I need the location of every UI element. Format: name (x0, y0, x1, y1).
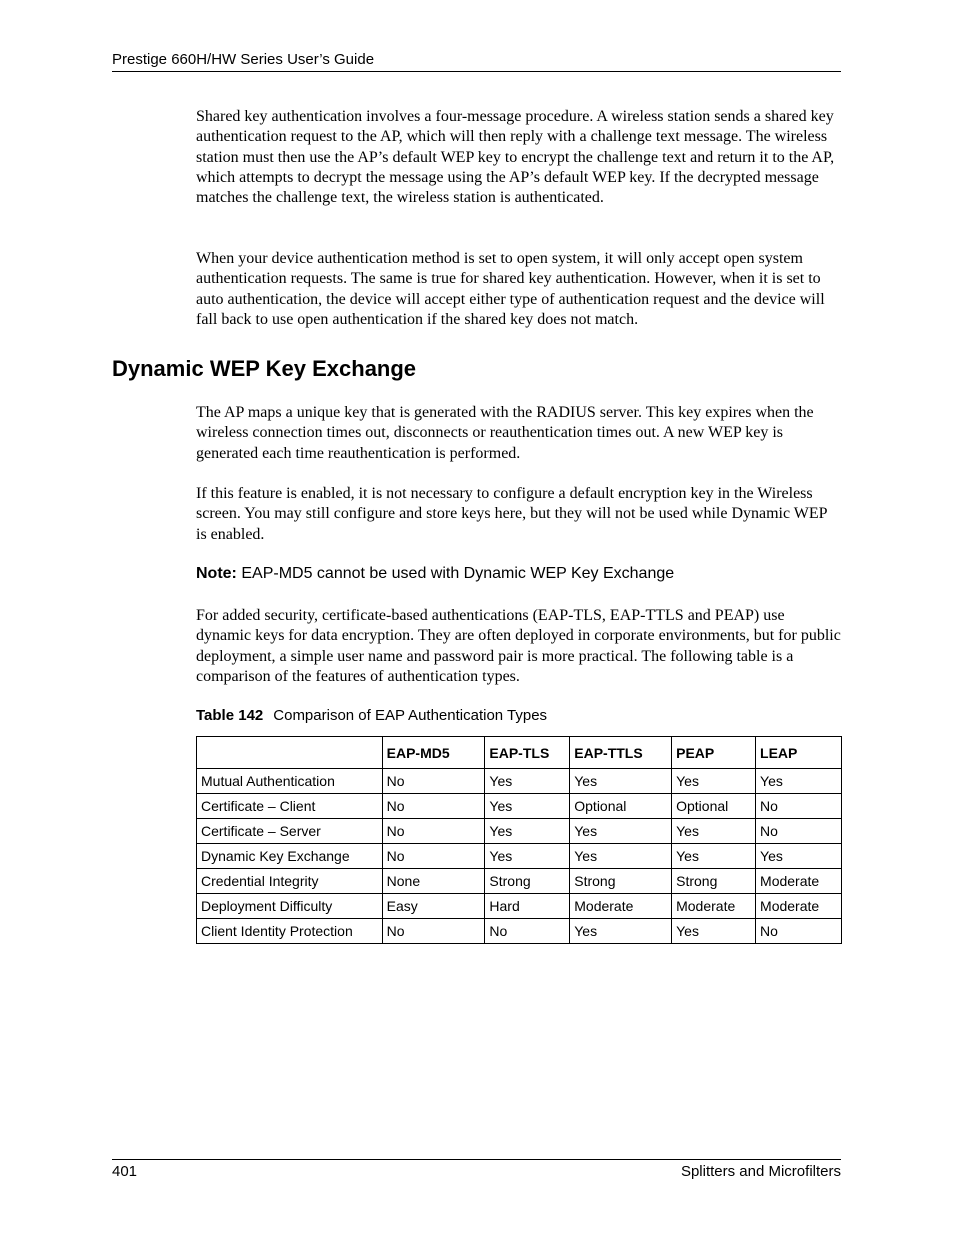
table-cell: Easy (382, 894, 485, 919)
table-cell: Strong (570, 869, 672, 894)
chapter-title: Splitters and Microfilters (680, 1163, 841, 1180)
page-header (112, 51, 841, 72)
table-cell: No (756, 919, 842, 944)
guide-title: Prestige 660H/HW Series User’s Guide (112, 51, 375, 68)
table-number: Table 142 (196, 707, 264, 724)
table-cell: No (382, 919, 485, 944)
table-cell: Deployment Difficulty (197, 894, 383, 919)
table-cell: No (756, 794, 842, 819)
table-cell: No (756, 819, 842, 844)
note-label: Note: (196, 565, 237, 582)
table-cell: Yes (570, 819, 672, 844)
table-cell: Yes (672, 769, 756, 794)
table-cell: Moderate (570, 894, 672, 919)
paragraph: The AP maps a unique key that is generated with the RADIUS server. This key expires when the wireless connection times out, disconnects or reauthentication times out. A new WEP key is generated each time reauthentication is performed. (196, 404, 814, 462)
table-cell: Yes (570, 919, 672, 944)
table-cell: Moderate (672, 894, 756, 919)
table-cell: Yes (485, 819, 570, 844)
table-cell: Yes (485, 794, 570, 819)
table-row (197, 844, 842, 869)
table-cell: Certificate – Server (197, 819, 383, 844)
table-cell: No (485, 919, 570, 944)
table-cell: Yes (570, 769, 672, 794)
page-number: 401 (112, 1163, 138, 1180)
table-cell: Hard (485, 894, 570, 919)
table-cell: Yes (570, 844, 672, 869)
table-cell: No (382, 844, 485, 869)
table-cell: Yes (485, 844, 570, 869)
table-cell: Yes (672, 819, 756, 844)
table-cell: Dynamic Key Exchange (197, 844, 383, 869)
table-row (197, 794, 842, 819)
table-cell: Yes (672, 844, 756, 869)
table-cell: No (382, 769, 485, 794)
table-row (197, 919, 842, 944)
table-cell: Yes (756, 844, 842, 869)
table-cell: Optional (570, 794, 672, 819)
table-row (197, 869, 842, 894)
table-row (197, 819, 842, 844)
column-header: PEAP (672, 737, 756, 769)
paragraph: Shared key authentication involves a four-message procedure. A wireless station sends a shared key authentication request to the AP, which will then reply with a challenge text message. The wireless station must then use the AP’s default WEP key to encrypt the challenge text and return it to the AP, which attempts to decrypt the message using the AP’s default WEP key. If the decrypted message matches the challenge text, the wireless station is authenticated. (196, 108, 835, 207)
column-header: EAP-MD5 (382, 737, 485, 769)
table-cell: Yes (756, 769, 842, 794)
table-row (197, 894, 842, 919)
column-header: EAP-TTLS (570, 737, 672, 769)
note (196, 565, 674, 583)
table-cell: Strong (485, 869, 570, 894)
eap-comparison-table (196, 736, 842, 944)
table-cell: Moderate (756, 869, 842, 894)
table-cell: None (382, 869, 485, 894)
table-cell: No (382, 819, 485, 844)
table-cell: No (382, 794, 485, 819)
table-row (197, 769, 842, 794)
table-caption (196, 707, 547, 724)
column-header (197, 737, 383, 769)
paragraph: If this feature is enabled, it is not necessary to configure a default encryption key in the Wireless screen. You may still configure and store keys here, but they will not be used while Dynamic WEP is enabled. (196, 485, 827, 543)
column-header: LEAP (756, 737, 842, 769)
table-cell: Mutual Authentication (197, 769, 383, 794)
table-cell: Certificate – Client (197, 794, 383, 819)
section-heading: Dynamic WEP Key Exchange (112, 356, 417, 381)
table-cell: Optional (672, 794, 756, 819)
note-text: EAP-MD5 cannot be used with Dynamic WEP Key Exchange (241, 565, 675, 582)
paragraph: When your device authentication method is set to open system, it will only accept open system authentication requests. The same is true for shared key authentication. However, when it is set to auto authentication, the device will accept either type of authentication request and the device will fall back to use open authentication if the shared key does not match. (196, 250, 825, 328)
table-cell: Moderate (756, 894, 842, 919)
table-cell: Yes (672, 919, 756, 944)
table-cell: Strong (672, 869, 756, 894)
table-cell: Credential Integrity (197, 869, 383, 894)
column-header: EAP-TLS (485, 737, 570, 769)
page-footer (112, 1159, 841, 1180)
table-cell: Client Identity Protection (197, 919, 383, 944)
table-cell: Yes (485, 769, 570, 794)
table-header-row (197, 737, 842, 769)
table-title: Comparison of EAP Authentication Types (273, 707, 548, 724)
paragraph: For added security, certificate-based authentications (EAP-TLS, EAP-TTLS and PEAP) use dynamic keys for data encryption. They are often deployed in corporate environments, but for public deployment, a simple user name and password pair is more practical. The following table is a comparison of the features of authentication types. (196, 607, 841, 685)
